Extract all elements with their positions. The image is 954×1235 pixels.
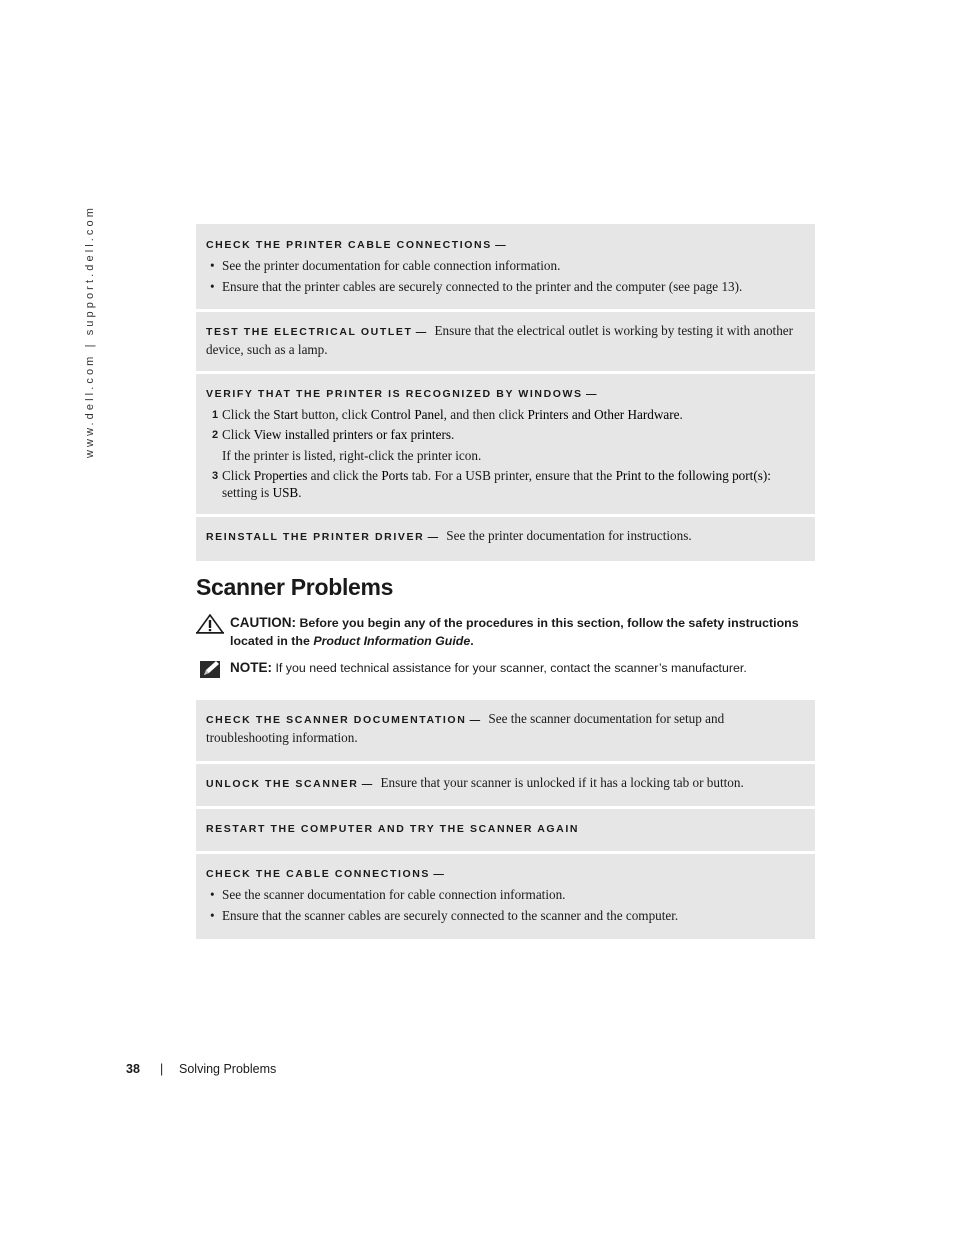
list-item: • Ensure that the scanner cables are securely connected to the scanner and the computer. — [206, 907, 805, 924]
step-1 — [206, 406, 805, 423]
step-text: . — [679, 407, 683, 422]
step-text: and click the — [307, 468, 382, 483]
section-title: Scanner Problems — [196, 574, 394, 600]
ui-control-panel: Control Panel — [370, 407, 444, 422]
box-heading: CHECK THE CABLE CONNECTIONS — [206, 868, 431, 880]
unlock-scanner-box — [196, 764, 815, 806]
step-number: 1 — [212, 409, 219, 421]
em-dash: — — [433, 868, 446, 880]
step-text: , and then click — [443, 407, 528, 422]
em-dash: — — [415, 326, 428, 338]
ui-print-to-port: Print to the following port(s): — [615, 468, 771, 483]
ui-start: Start — [273, 407, 299, 422]
page-number: 38 — [126, 1062, 140, 1076]
step-text: . — [298, 485, 302, 500]
step-3 — [206, 467, 805, 501]
note-text: If you need technical assistance for your scanner, contact the scanner’s manufacturer. — [275, 661, 747, 675]
step-text: button, click — [298, 407, 371, 422]
note-label: NOTE: — [230, 660, 272, 675]
verify-printer-box — [196, 374, 815, 514]
em-dash: — — [495, 239, 508, 251]
step-number: 2 — [212, 429, 219, 441]
step-2 — [206, 426, 805, 443]
ui-properties: Properties — [253, 468, 308, 483]
em-dash: — — [585, 388, 599, 400]
box-heading: CHECK THE SCANNER DOCUMENTATION — [206, 714, 467, 726]
box-text: Ensure that the electrical outlet is working by testing it with another device, such as a lamp. — [206, 323, 794, 357]
box-text: See the scanner documentation for setup and troubleshooting information. — [206, 711, 725, 745]
check-scanner-docs-box — [196, 700, 815, 761]
bullet-list — [206, 257, 805, 295]
step-text: Click the — [222, 407, 274, 422]
step-text: . — [450, 427, 455, 442]
bullet-list — [206, 886, 805, 924]
ui-usb: USB — [272, 485, 299, 500]
caution-label: CAUTION: — [230, 615, 296, 630]
box-heading: CHECK THE PRINTER CABLE CONNECTIONS — [206, 239, 492, 251]
step-text: Click — [222, 468, 254, 483]
page-footer — [126, 1062, 277, 1076]
caution-icon — [196, 614, 224, 640]
box-heading: UNLOCK THE SCANNER — [206, 778, 359, 790]
box-text: Ensure that your scanner is unlocked if it has a locking tab or button. — [380, 775, 744, 790]
em-dash: — — [361, 778, 374, 790]
substep-text: If the printer is listed, right-click the printer icon. — [222, 448, 482, 463]
box-heading: VERIFY THAT THE PRINTER IS RECOGNIZED BY WINDOWS — [206, 388, 583, 400]
caution-notice — [196, 614, 816, 650]
step-number: 3 — [212, 470, 219, 482]
restart-computer-box — [196, 809, 815, 851]
box-heading: RESTART THE COMPUTER AND TRY THE SCANNER AGAIN — [206, 823, 580, 835]
note-pencil-icon — [200, 659, 222, 685]
list-item: • Ensure that the printer cables are securely connected to the printer and the computer (see page 13). — [206, 278, 805, 295]
em-dash: — — [469, 714, 482, 726]
check-cable-box — [196, 854, 815, 939]
footer-section: Solving Problems — [179, 1062, 277, 1076]
note-notice — [196, 659, 816, 678]
reinstall-driver-box — [196, 517, 815, 561]
box-heading: REINSTALL THE PRINTER DRIVER — [206, 531, 425, 543]
step-text: setting is — [222, 485, 273, 500]
ui-view-installed: View installed printers or fax printers — [253, 427, 451, 442]
test-outlet-box — [196, 312, 815, 371]
ui-printers-hardware: Printers and Other Hardware — [527, 407, 680, 422]
caution-text: Before you begin any of the procedures in this section, follow the safety instructions located in the — [230, 616, 799, 648]
step-text: tab. For a USB printer, ensure that the — [408, 468, 616, 483]
check-printer-cable-box — [196, 224, 815, 309]
list-item: • See the scanner documentation for cable connection information. — [206, 886, 805, 903]
ui-ports: Ports — [381, 468, 409, 483]
product-guide-title: Product Information Guide — [313, 633, 471, 648]
em-dash: — — [427, 531, 440, 543]
box-text: See the printer documentation for instructions. — [446, 528, 692, 543]
caution-end: . — [470, 633, 474, 648]
step-text: Click — [222, 427, 254, 442]
footer-separator: | — [160, 1062, 164, 1076]
side-url: www.dell.com | support.dell.com — [84, 204, 96, 458]
box-heading: TEST THE ELECTRICAL OUTLET — [206, 326, 413, 338]
list-item: • See the printer documentation for cable connection information. — [206, 257, 805, 274]
